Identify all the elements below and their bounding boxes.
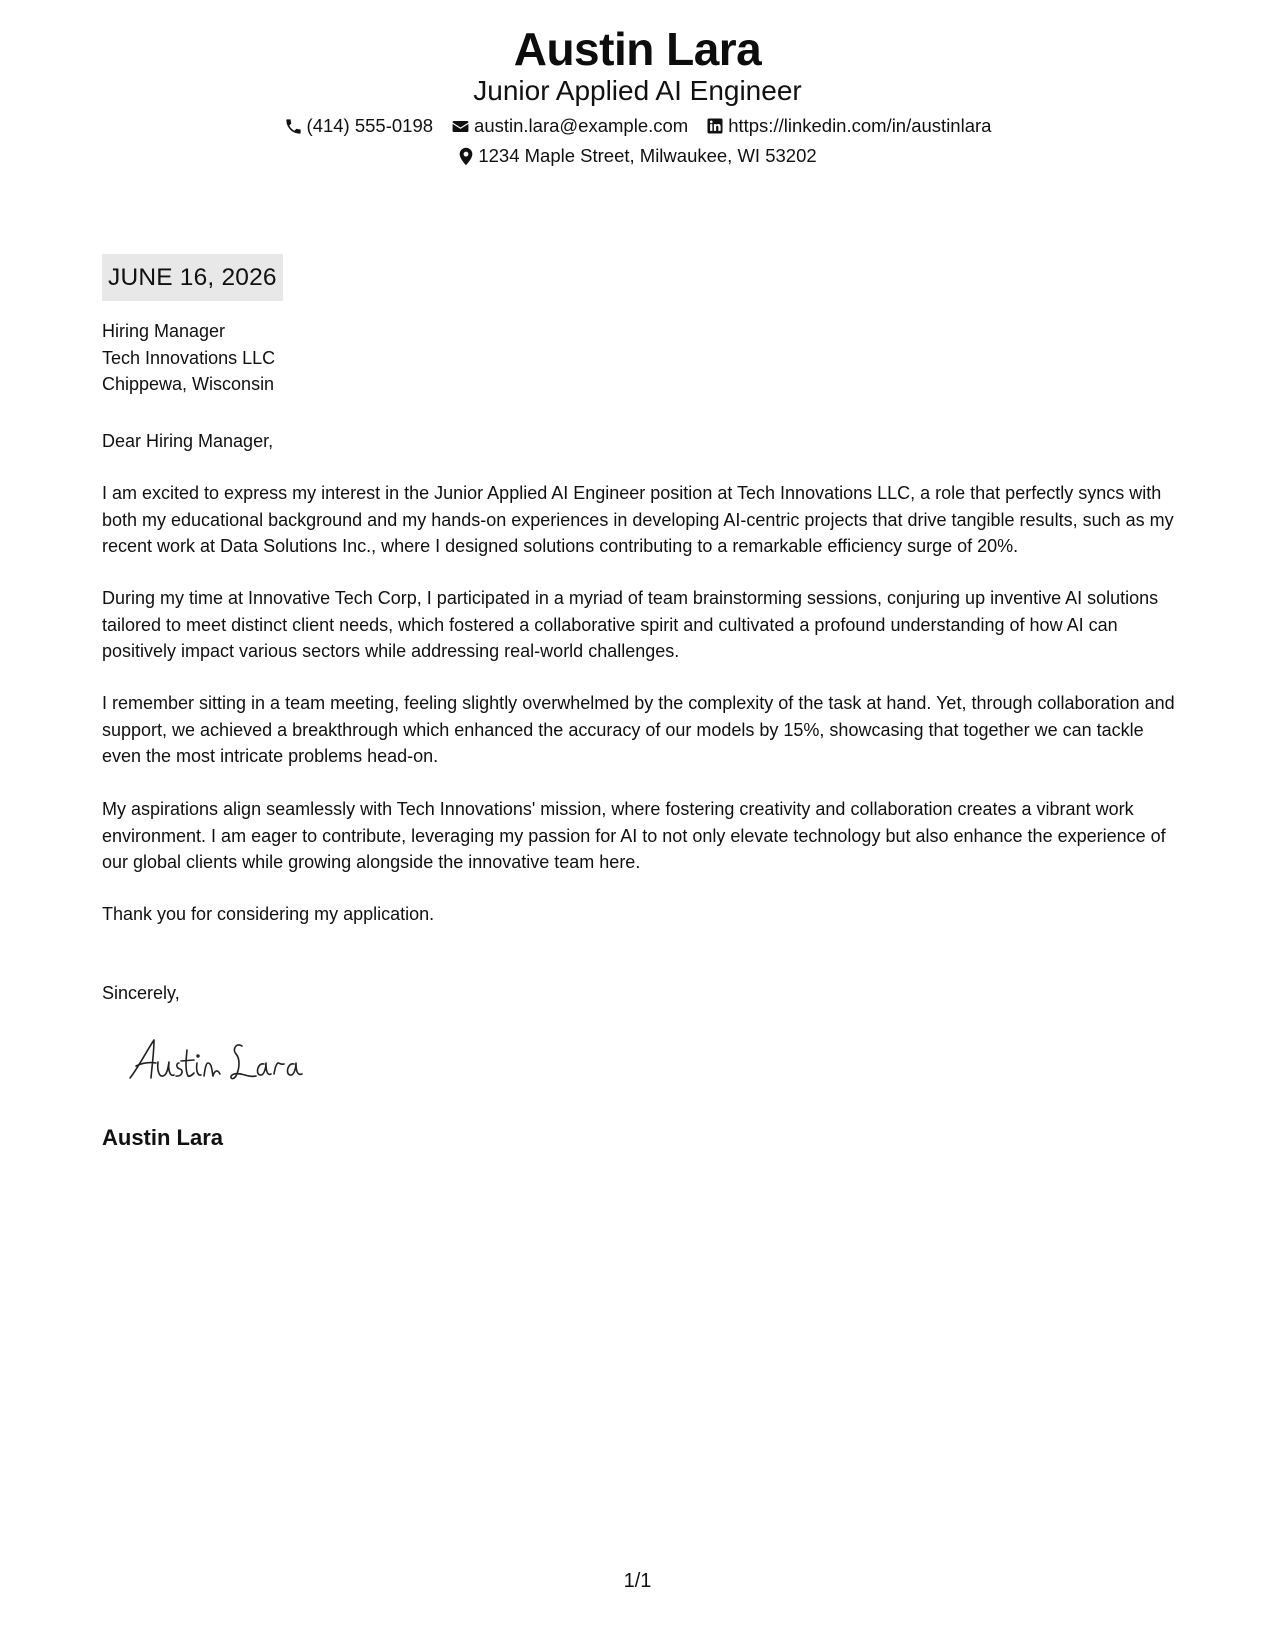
applicant-name: Austin Lara — [513, 23, 762, 75]
letter-date: JUNE 16, 2026 — [102, 254, 283, 301]
closing-line: Sincerely, — [102, 983, 180, 1003]
address-row — [0, 141, 1275, 171]
thanks-line: Thank you for considering my application. — [102, 904, 435, 924]
body-paragraph: My aspirations align seamlessly with Tech Innovations' mission, where fostering creativity and collaboration creates a vibrant work environment. I am eager to contribute, leveraging my passion for AI to not only elevate technology but also enhance the experience of our global clients while growing alongside the innovative team here. — [102, 799, 1166, 872]
body-paragraph: During my time at Innovative Tech Corp, I participated in a myriad of team brainstorming sessions, conjuring up inventive AI solutions tailored to meet distinct client needs, which fostered a collaborative spirit and cultivated a profound understanding of how AI can positively impact various sectors while addressing real-world challenges. — [102, 588, 1159, 661]
phone-text[interactable]: (414) 555-0198 — [306, 115, 434, 136]
letter-header — [0, 22, 1275, 171]
linkedin-text[interactable]: https://linkedin.com/in/austinlara — [728, 115, 992, 136]
contact-linkedin — [706, 111, 991, 141]
signed-name: Austin Lara — [102, 1125, 224, 1150]
email-text[interactable]: austin.lara@example.com — [474, 115, 689, 136]
contact-email — [451, 111, 688, 141]
salutation: Dear Hiring Manager, — [102, 431, 274, 451]
handwritten-signature — [124, 1032, 344, 1092]
contact-row — [0, 111, 1275, 141]
contact-address — [458, 141, 816, 171]
address-text: 1234 Maple Street, Milwaukee, WI 53202 — [478, 145, 817, 166]
contact-phone — [284, 111, 434, 141]
body-paragraph: I remember sitting in a team meeting, feeling slightly overwhelmed by the complexity of the task at hand. Yet, through collaboration and support, we achieved a breakthrough which enhanced the accuracy of our models by 15%, showcasing that together we can tackle even the most intricate problems head-on. — [102, 693, 1175, 766]
linkedin-icon — [706, 117, 724, 135]
map-pin-icon — [458, 147, 474, 166]
recipient-title: Hiring Manager — [102, 321, 226, 341]
applicant-role: Junior Applied AI Engineer — [473, 75, 802, 106]
body-paragraph: I am excited to express my interest in the Junior Applied AI Engineer position at Tech Innovations LLC, a role that perfectly syncs with both my educational background and my hands-on experiences in developing AI-centric projects that drive tangible results, such as my recent work at Data Solutions Inc., where I designed solutions contributing to a remarkable efficiency surge of 20%. — [102, 483, 1174, 556]
envelope-icon — [451, 117, 470, 136]
recipient-location: Chippewa, Wisconsin — [102, 374, 275, 394]
recipient-block — [102, 318, 1177, 398]
recipient-company: Tech Innovations LLC — [102, 347, 276, 368]
phone-icon — [284, 117, 303, 136]
page-number: 1/1 — [623, 1570, 652, 1592]
